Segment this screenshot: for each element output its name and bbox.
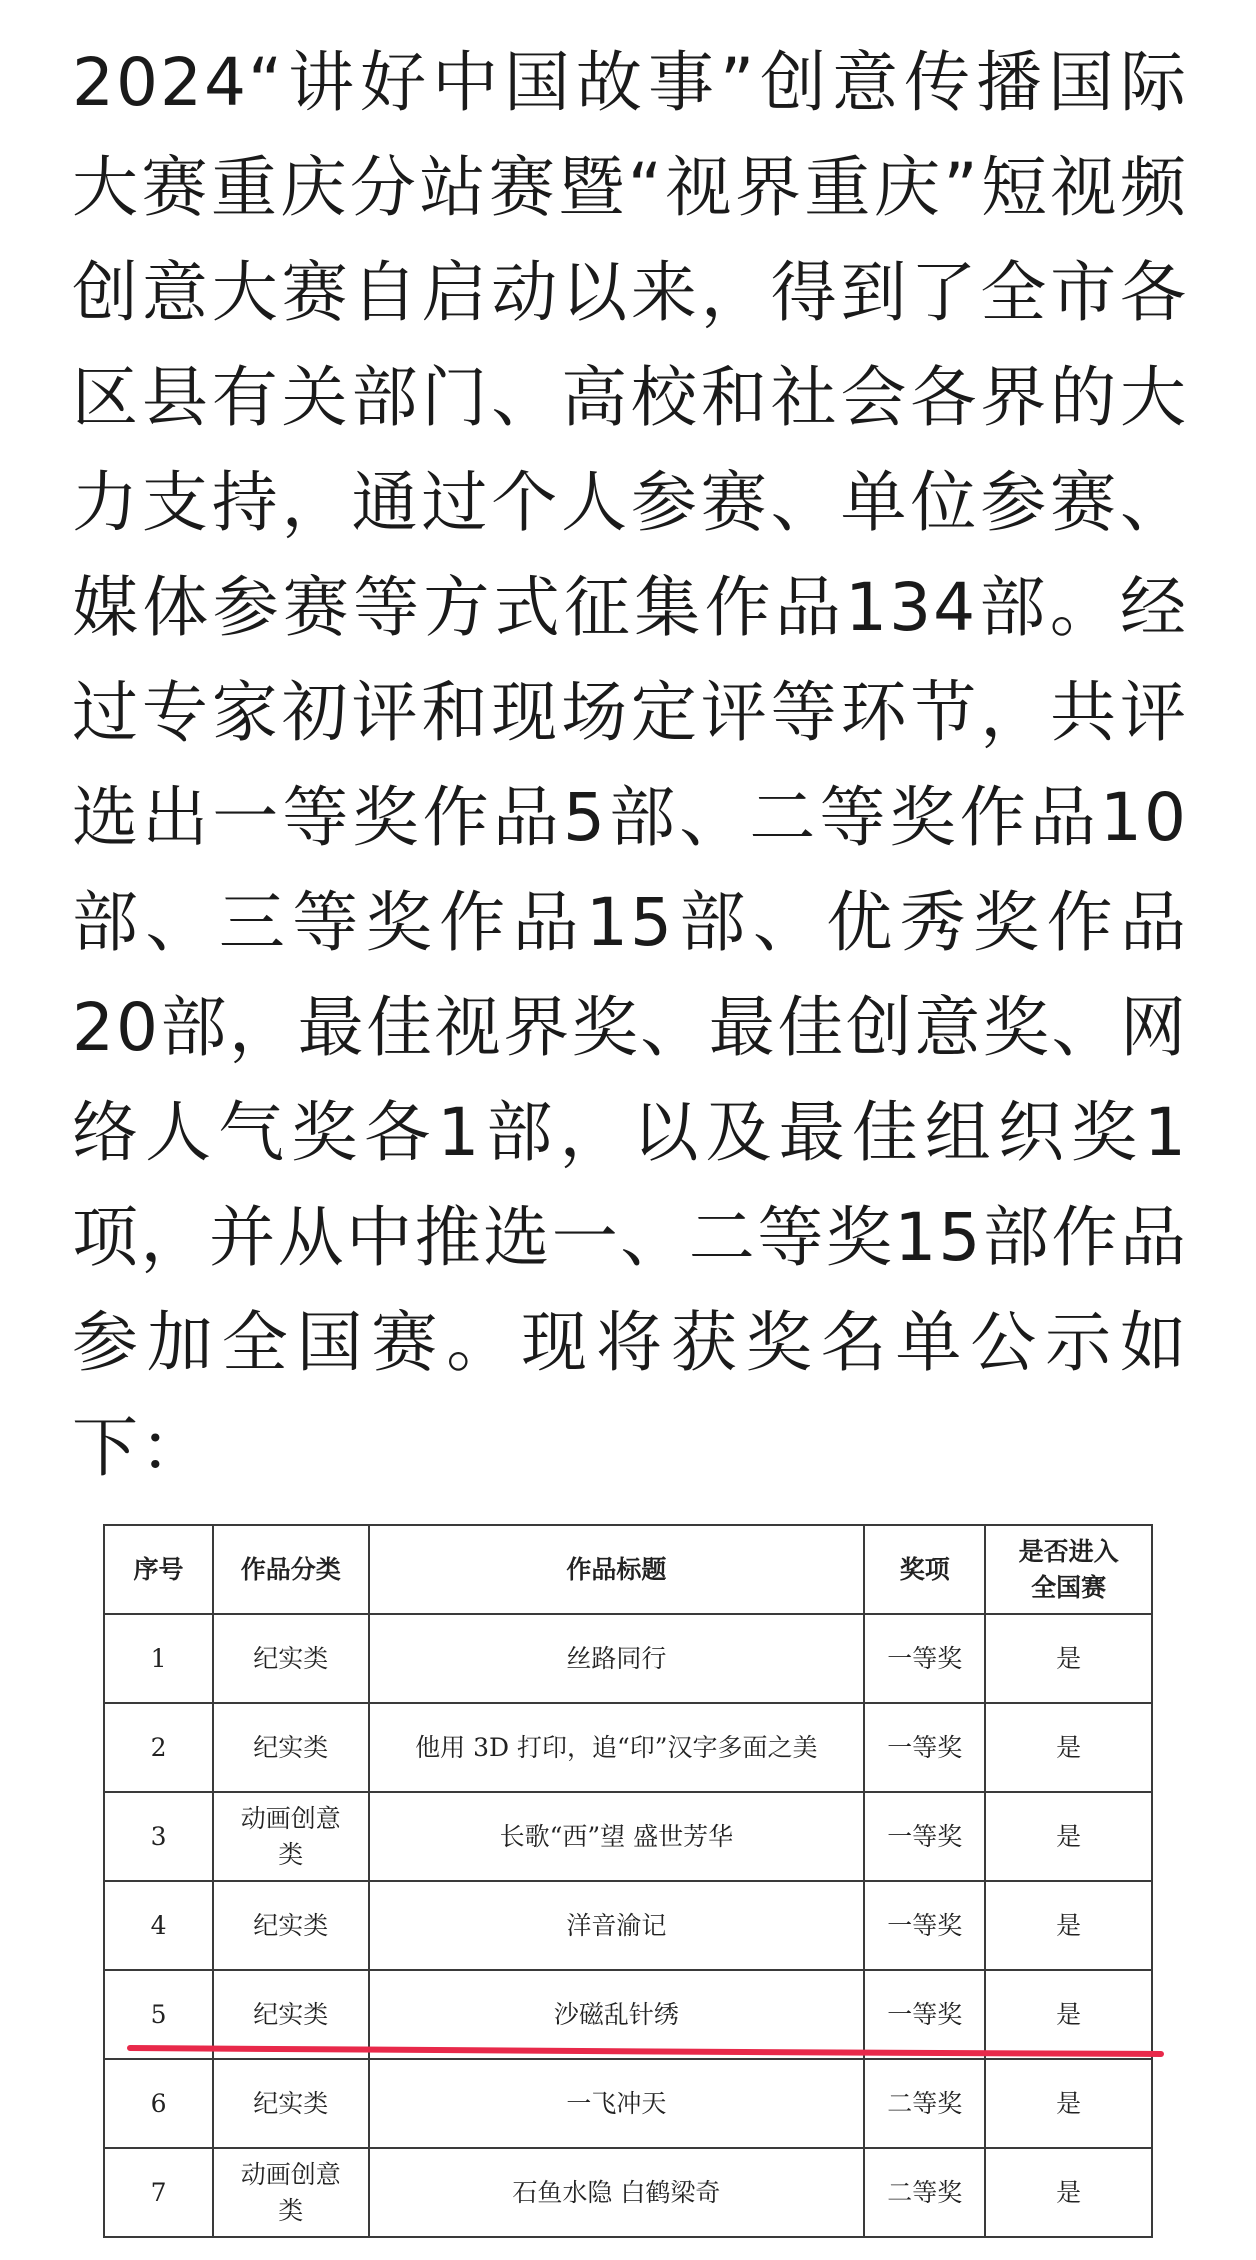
cell-no: 4 [104,1881,213,1970]
winners-table [103,1524,1153,2238]
red-underline-annotation [128,2042,1164,2058]
cell-category: 纪实类 [213,2059,368,2148]
cell-category-text: 动画创意类 [240,1803,341,1869]
cell-category [213,1792,368,1881]
intro-paragraph: 2024“讲好中国故事”创意传播国际大赛重庆分站赛暨“视界重庆”短视频创意大赛自启动以来，得到了全市各区县有关部门、高校和社会各界的大力支持，通过个人参赛、单位参赛、媒体参赛等方式征集作品134部。经过专家初评和现场定评等环节，共评选出一等奖作品5部、二等奖作品10部、三等奖作品15部、优秀奖作品20部，最佳视界奖、最佳创意奖、网络人气奖各1部，以及最佳组织奖1项，并从中推选一、二等奖15部作品参加全国赛。现将获奖名单公示如下： [72,44,1188,1486]
cell-national: 是 [985,1881,1152,1970]
cell-national: 是 [985,1792,1152,1881]
cell-award: 二等奖 [864,2148,985,2237]
cell-no: 5 [104,1970,213,2059]
table-header-row [104,1525,1152,1614]
cell-title: 长歌“西”望 盛世芳华 [369,1792,865,1881]
header-national-text: 是否进入全国赛 [1018,1536,1119,1602]
cell-title: 一飞冲天 [369,2059,865,2148]
table-row [104,1614,1152,1703]
cell-title: 沙磁乱针绣 [369,1970,865,2059]
cell-award: 一等奖 [864,1792,985,1881]
cell-award: 二等奖 [864,2059,985,2148]
cell-award: 一等奖 [864,1881,985,1970]
cell-national: 是 [985,1703,1152,1792]
cell-category: 纪实类 [213,1881,368,1970]
table-row [104,1792,1152,1881]
table-row [104,2059,1152,2148]
cell-category-text: 动画创意类 [240,2159,341,2225]
cell-title: 他用 3D 打印，追“印”汉字多面之美 [369,1703,865,1792]
winners-table-container [103,1524,1153,2238]
cell-no: 3 [104,1792,213,1881]
cell-title: 丝路同行 [369,1614,865,1703]
cell-category: 纪实类 [213,1703,368,1792]
cell-no: 7 [104,2148,213,2237]
header-award: 奖项 [864,1525,985,1614]
table-row [104,1703,1152,1792]
cell-category [213,2148,368,2237]
cell-category: 纪实类 [213,1970,368,2059]
cell-national: 是 [985,2059,1152,2148]
cell-national: 是 [985,2148,1152,2237]
header-category: 作品分类 [213,1525,368,1614]
cell-title: 洋音渝记 [369,1881,865,1970]
cell-award: 一等奖 [864,1614,985,1703]
underline-stroke [130,2048,1161,2054]
header-no: 序号 [104,1525,213,1614]
cell-national: 是 [985,1970,1152,2059]
cell-award: 一等奖 [864,1970,985,2059]
header-national [985,1525,1152,1614]
cell-no: 6 [104,2059,213,2148]
cell-title: 石鱼水隐 白鹤梁奇 [369,2148,865,2237]
table-row [104,1881,1152,1970]
table-row [104,2148,1152,2237]
cell-national: 是 [985,1614,1152,1703]
cell-award: 一等奖 [864,1703,985,1792]
cell-category: 纪实类 [213,1614,368,1703]
article-body [72,30,1188,1500]
cell-no: 2 [104,1703,213,1792]
header-title: 作品标题 [369,1525,865,1614]
cell-no: 1 [104,1614,213,1703]
